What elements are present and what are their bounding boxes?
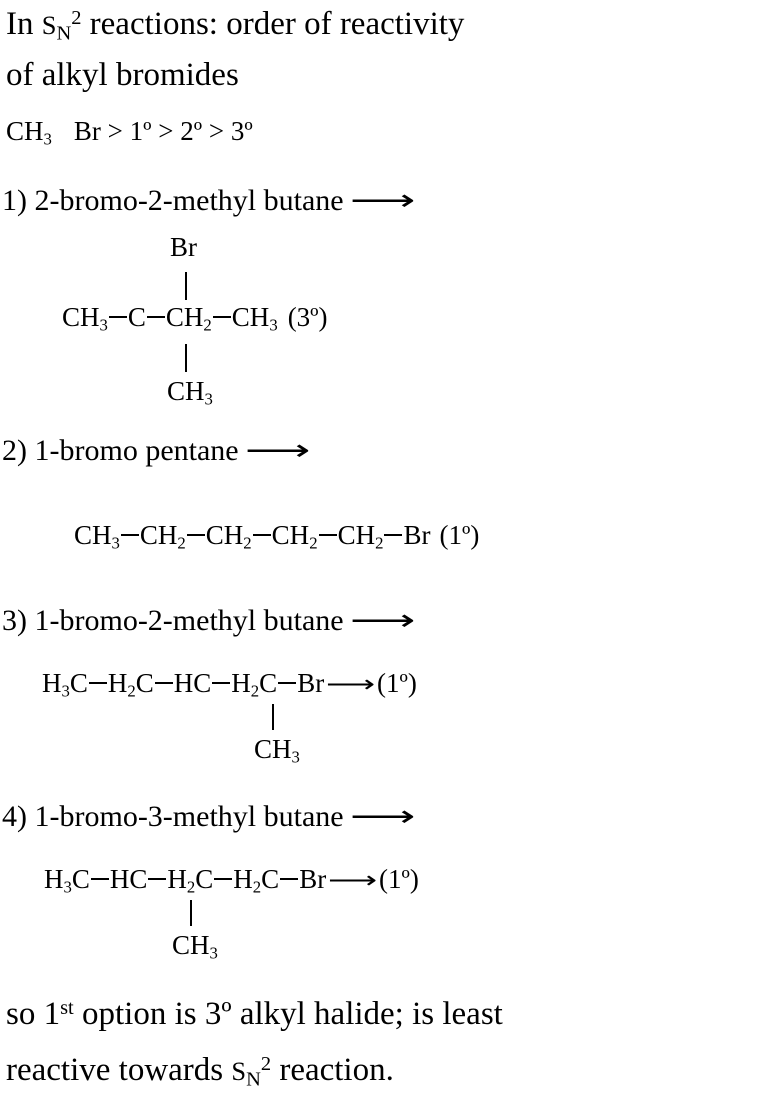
chain-node: $H_2C$	[231, 668, 278, 701]
item-4-main-chain	[44, 864, 419, 898]
chain-node: $H_3C$	[42, 668, 88, 701]
item-4-heading	[2, 800, 415, 834]
chain-node: C	[127, 302, 146, 332]
item-1-classification: (3º)	[287, 302, 328, 332]
conclusion-line-1	[6, 996, 503, 1033]
conclusion-line2-lead: reactive towards	[6, 1052, 232, 1088]
chain-node: HC	[173, 668, 212, 698]
conclusion-line-2	[6, 1052, 394, 1092]
item-2-heading	[2, 434, 310, 468]
item-2-classification: (1º)	[439, 520, 480, 550]
title-rest: reactions: order of reactivity	[81, 6, 465, 42]
bond-line	[155, 682, 173, 684]
chain-node: Br	[299, 864, 327, 894]
chain-node: $CH_2$	[271, 520, 318, 553]
bond-line	[213, 316, 231, 318]
item-3-main-chain	[42, 668, 417, 702]
title-line-1	[6, 6, 464, 46]
chain-node: $CH_2$	[139, 520, 186, 553]
item-3-number: 3)	[2, 604, 27, 637]
vertical-bond	[190, 900, 192, 926]
chain-node: $CH_2$	[205, 520, 252, 553]
reactivity-lead-sub: 3	[43, 129, 52, 149]
item-1-name: 2-bromo-2-methyl butane	[34, 184, 344, 217]
vertical-bond	[272, 704, 274, 730]
bond-line	[91, 878, 109, 880]
bond-line	[280, 878, 298, 880]
chain-node: $H_2C$	[233, 864, 280, 897]
chain-node: $H_2C$	[167, 864, 214, 897]
item-4-bottom-label: $CH_3$	[172, 930, 218, 963]
bond-line	[109, 316, 127, 318]
reactivity-order	[6, 116, 253, 150]
bond-line	[147, 316, 165, 318]
item-1-heading	[2, 184, 415, 218]
reaction-arrow-icon: ⟶	[349, 802, 415, 833]
chain-node: Br	[403, 520, 431, 550]
chain-node: Br	[297, 668, 325, 698]
chain-node: $H_2C$	[107, 668, 154, 701]
bond-line	[121, 534, 139, 536]
item-2-number: 2)	[2, 434, 27, 467]
item-4-classification: (1º)	[379, 864, 419, 894]
item-3-classification: (1º)	[377, 668, 417, 698]
bond-line	[148, 878, 166, 880]
title-prefix: In	[6, 6, 42, 42]
result-arrow-icon: ⟶	[326, 671, 375, 698]
bond-line	[187, 534, 205, 536]
chain-node: $CH_3$	[231, 302, 278, 335]
bond-line	[253, 534, 271, 536]
conclusion-line2-rest: reaction.	[271, 1052, 394, 1088]
chain-node: $CH_2$	[337, 520, 384, 553]
reactivity-lead: CH	[6, 116, 44, 146]
sn-symbol: S	[231, 1056, 247, 1086]
chain-node: HC	[109, 864, 148, 894]
item-2-main-chain	[74, 520, 479, 554]
chain-node: $CH_3$	[62, 302, 108, 335]
item-1-top-label: Br	[170, 232, 197, 262]
vertical-bond	[185, 272, 187, 300]
conclusion-rest: option is 3º alkyl halide; is least	[73, 996, 503, 1032]
vertical-bond	[185, 344, 187, 372]
sn-subscript: N	[246, 1068, 261, 1091]
bond-line	[319, 534, 337, 536]
chain-node: $H_3C$	[44, 864, 90, 897]
item-3-bottom-label: $CH_3$	[254, 734, 300, 767]
sn-superscript: 2	[71, 6, 82, 29]
item-1-bottom-label: $CH_3$	[167, 376, 213, 409]
bond-line	[89, 682, 107, 684]
conclusion-ordinal-suffix: st	[60, 996, 74, 1019]
sn-subscript: N	[56, 22, 72, 45]
sn-superscript: 2	[260, 1052, 272, 1075]
item-1-main-chain	[62, 302, 328, 336]
item-2-name: 1-bromo pentane	[34, 434, 239, 467]
item-3-name: 1-bromo-2-methyl butane	[34, 604, 344, 637]
reaction-arrow-icon: ⟶	[244, 436, 310, 467]
reactivity-rest: Br > 1º > 2º > 3º	[73, 116, 253, 146]
bond-line	[214, 878, 232, 880]
result-arrow-icon: ⟶	[328, 867, 377, 894]
item-4-number: 4)	[2, 800, 27, 833]
conclusion-lead: so 1	[6, 996, 61, 1032]
reaction-arrow-icon: ⟶	[349, 186, 415, 217]
reaction-arrow-icon: ⟶	[349, 606, 415, 637]
bond-line	[212, 682, 230, 684]
sn-symbol: S	[41, 10, 57, 40]
chain-node: $CH_3$	[74, 520, 120, 553]
bond-line	[384, 534, 402, 536]
item-1-number: 1)	[2, 184, 27, 217]
item-4-name: 1-bromo-3-methyl butane	[34, 800, 344, 833]
item-3-heading	[2, 604, 415, 638]
title-line-2: of alkyl bromides	[6, 57, 239, 93]
chain-node: $CH_2$	[165, 302, 212, 335]
bond-line	[278, 682, 296, 684]
